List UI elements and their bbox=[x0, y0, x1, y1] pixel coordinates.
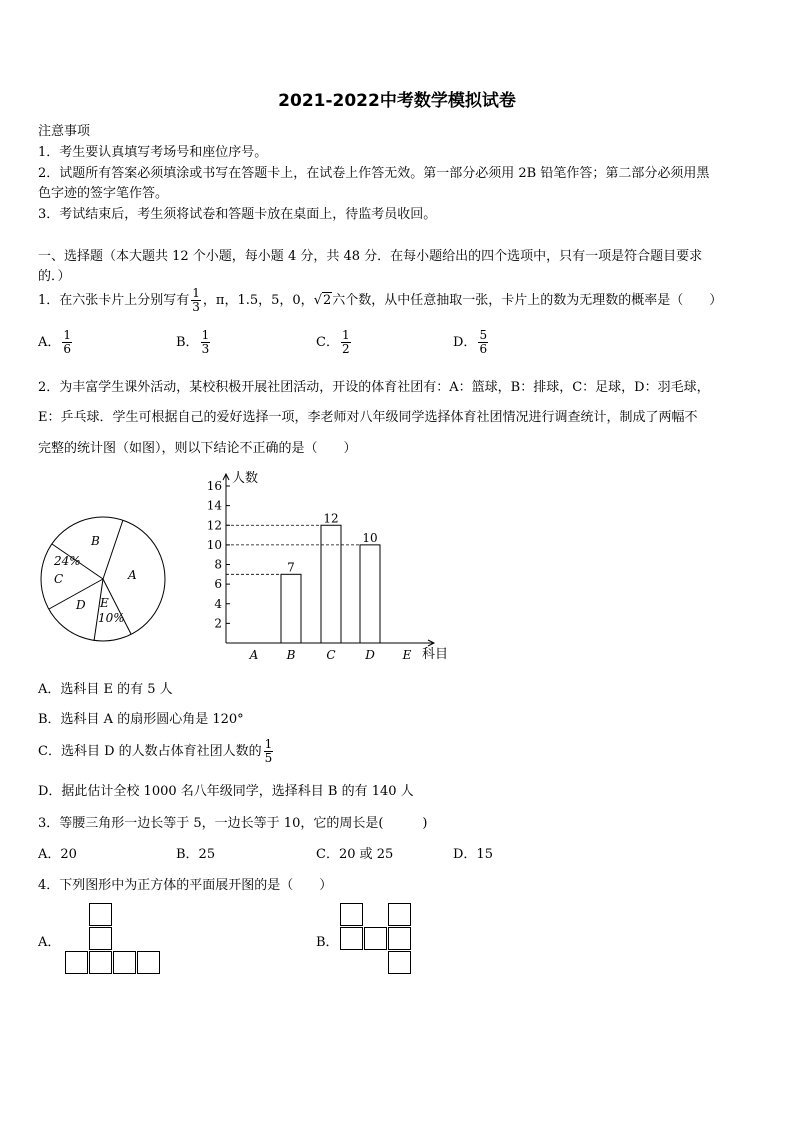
notice-item-1: 1．考生要认真填写考场号和座位序号。 bbox=[38, 145, 268, 160]
bar-value-label: 12 bbox=[323, 511, 339, 526]
pie-label-d: D bbox=[76, 598, 86, 612]
q2-option-a: A．选科目 E 的有 5 人 bbox=[38, 682, 173, 697]
notice-item-2: 2．试题所有答案必须填涂或书写在答题卡上，在试卷上作答无效。第一部分必须用 2B 铅笔作答；第二部分必须用黑 bbox=[38, 166, 710, 181]
y-tick-label: 12 bbox=[206, 518, 222, 533]
question-2-line2: E：乒乓球．学生可根据自己的爱好选择一项，李老师对八年级同学选择体育社团情况进行调查统计，制成了两幅不 bbox=[38, 410, 698, 425]
page-title: 2021-2022中考数学模拟试卷 bbox=[278, 91, 516, 111]
q3-option-a: A．20 bbox=[38, 847, 77, 862]
question-3-stem: 3．等腰三角形一边长等于 5，一边长等于 10，它的周长是( ) bbox=[38, 816, 428, 831]
question-4-stem: 4．下列图形中为正方体的平面展开图的是（ ） bbox=[38, 878, 333, 893]
q1-option-a: A． $\frac{1}{6}$ bbox=[38, 328, 72, 356]
y-tick-label: 14 bbox=[206, 498, 222, 513]
q3-option-b: B．25 bbox=[176, 847, 216, 862]
q2-option-c: C．选科目 D 的人数占体育社团人数的 $\frac{1}{5}$ bbox=[38, 737, 273, 765]
y-tick-label: 6 bbox=[214, 577, 222, 592]
pie-label-b: B bbox=[91, 534, 100, 548]
y-tick-label: 8 bbox=[214, 557, 222, 572]
pie-label-a: A bbox=[128, 568, 137, 582]
y-tick-label: 16 bbox=[206, 479, 222, 493]
pie-pct-e: 10% bbox=[98, 611, 125, 625]
y-tick-label: 2 bbox=[214, 616, 222, 631]
question-1-stem: 1．在六张卡片上分别写有 $\frac{1}{3}$ ，π，1.5，5，0，√2六个数，从中任意抽取一张，卡片上的数为无理数的概率是（ ） bbox=[38, 286, 723, 314]
question-2-line1: 2．为丰富学生课外活动，某校积极开展社团活动，开设的体育社团有：A：篮球，B：排球，C：足球，D：羽毛球， bbox=[38, 380, 710, 395]
question-2-line3: 完整的统计图（如图），则以下结论不正确的是（ ） bbox=[38, 441, 357, 456]
y-tick-label: 4 bbox=[214, 596, 222, 611]
q1-option-b: B． $\frac{1}{3}$ bbox=[176, 328, 210, 356]
q2-option-d: D．据此估计全校 1000 名八年级同学，选择科目 B 的有 140 人 bbox=[38, 784, 414, 799]
bar-value-label: 10 bbox=[362, 530, 378, 545]
notice-item-3: 3．考试结束后，考生须将试卷和答题卡放在桌面上，待监考员收回。 bbox=[38, 207, 437, 222]
y-tick-label: 10 bbox=[206, 537, 222, 552]
notice-heading: 注意事项 bbox=[38, 124, 91, 139]
bar-value-label: 7 bbox=[287, 560, 295, 575]
bar-B bbox=[281, 574, 301, 643]
q4-option-a-label: A． bbox=[38, 935, 61, 950]
x-axis-label: 科目 bbox=[422, 647, 449, 662]
q3-option-c: C．20 或 25 bbox=[316, 847, 394, 862]
q4-option-b-label: B． bbox=[316, 935, 339, 950]
section-heading: 一、选择题（本大题共 12 个小题，每小题 4 分，共 48 分．在每小题给出的四个选项中，只有一项是符合题目要求 bbox=[38, 249, 703, 264]
x-tick-label: C bbox=[326, 648, 336, 662]
bar-D bbox=[360, 545, 380, 643]
bar-C bbox=[321, 525, 341, 643]
sqrt-expression: √2 bbox=[313, 293, 332, 308]
x-tick-label: A bbox=[249, 648, 259, 662]
bar-chart bbox=[196, 468, 458, 664]
fraction: $\frac{1}{3}$ bbox=[192, 286, 200, 314]
notice-item-2-cont: 色字迹的签字笔作答。 bbox=[38, 186, 169, 201]
pie-pct-c: 24% bbox=[54, 554, 81, 568]
x-tick-label: D bbox=[365, 648, 375, 662]
q3-option-d: D．15 bbox=[453, 847, 493, 862]
section-heading-cont: 的．） bbox=[38, 269, 71, 284]
pie-chart bbox=[36, 512, 170, 646]
pie-label-c: C bbox=[54, 572, 64, 586]
q1-option-d: D． $\frac{5}{6}$ bbox=[453, 328, 488, 356]
x-tick-label: B bbox=[286, 648, 296, 662]
y-axis-label: 人数 bbox=[232, 471, 259, 486]
pie-label-e: E bbox=[100, 596, 109, 610]
x-tick-label: E bbox=[402, 648, 412, 662]
q1-option-c: C． $\frac{1}{2}$ bbox=[316, 328, 350, 356]
q2-option-b: B．选科目 A 的扇形圆心角是 120° bbox=[38, 712, 244, 727]
